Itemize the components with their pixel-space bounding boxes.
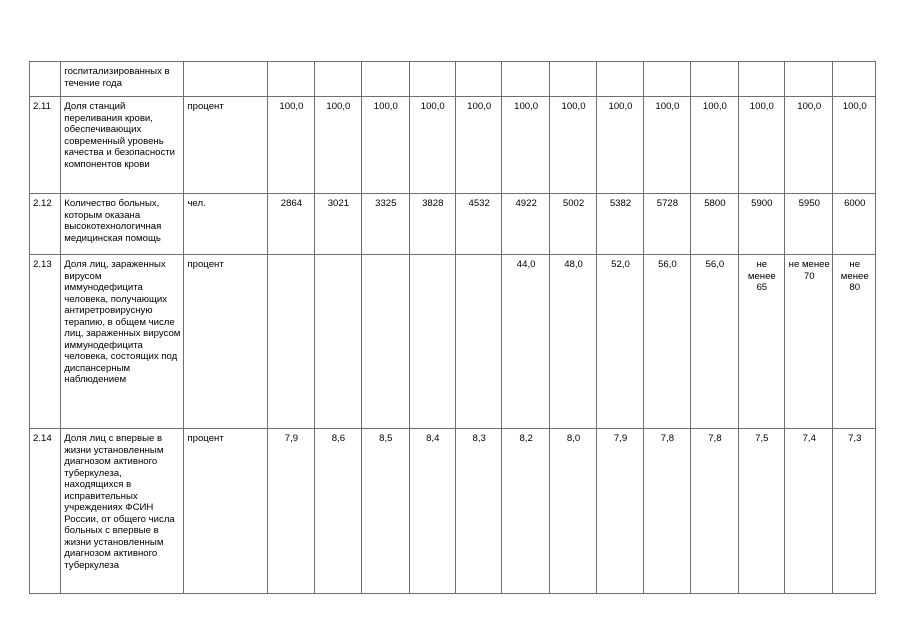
value-cell bbox=[409, 62, 455, 97]
value-cell bbox=[549, 62, 596, 97]
indicator-name: Доля станций переливания крови, обеспечивающих современный уровень качества и безопасности компонентов крови bbox=[61, 97, 184, 194]
value-cell: 8,2 bbox=[502, 429, 549, 594]
value-cell bbox=[268, 255, 314, 429]
value-cell: 3325 bbox=[362, 194, 409, 255]
value-cell: 100,0 bbox=[268, 97, 314, 194]
value-cell: 100,0 bbox=[409, 97, 455, 194]
table-row bbox=[30, 429, 876, 594]
value-cell bbox=[738, 62, 784, 97]
indicator-name: Доля лиц, зараженных вирусом иммунодефицита человека, получающих антиретровирусную терапию, в общем числе лиц, зараженных вирусом иммунодефицита человека, состоящих под диспансерным наблюдением bbox=[61, 255, 184, 429]
value-cell: 100,0 bbox=[549, 97, 596, 194]
value-cell: 7,4 bbox=[785, 429, 833, 594]
value-cell: 7,9 bbox=[597, 429, 643, 594]
value-cell: 4922 bbox=[502, 194, 549, 255]
value-cell: 7,5 bbox=[738, 429, 784, 594]
value-cell bbox=[691, 62, 738, 97]
value-cell bbox=[362, 255, 409, 429]
value-cell bbox=[362, 62, 409, 97]
unit-of-measure: процент bbox=[184, 255, 268, 429]
value-cell bbox=[268, 62, 314, 97]
value-cell: 100,0 bbox=[643, 97, 690, 194]
value-cell: 100,0 bbox=[785, 97, 833, 194]
value-cell: 4532 bbox=[455, 194, 501, 255]
value-cell: 5002 bbox=[549, 194, 596, 255]
value-cell: 5382 bbox=[597, 194, 643, 255]
value-cell: 7,8 bbox=[691, 429, 738, 594]
value-cell bbox=[502, 62, 549, 97]
table-row bbox=[30, 255, 876, 429]
value-cell: 8,4 bbox=[409, 429, 455, 594]
table-row bbox=[30, 194, 876, 255]
value-cell: 8,3 bbox=[455, 429, 501, 594]
unit-of-measure: чел. bbox=[184, 194, 268, 255]
value-cell: 7,3 bbox=[833, 429, 876, 594]
row-number bbox=[30, 62, 61, 97]
value-cell: 3828 bbox=[409, 194, 455, 255]
value-cell: 8,6 bbox=[314, 429, 361, 594]
value-cell: 5728 bbox=[643, 194, 690, 255]
value-cell: 100,0 bbox=[362, 97, 409, 194]
value-cell: 44,0 bbox=[502, 255, 549, 429]
value-cell: 56,0 bbox=[643, 255, 690, 429]
value-cell: 5900 bbox=[738, 194, 784, 255]
value-cell bbox=[785, 62, 833, 97]
table-body bbox=[30, 62, 876, 594]
value-cell: не менее 70 bbox=[785, 255, 833, 429]
value-cell: 56,0 bbox=[691, 255, 738, 429]
value-cell bbox=[597, 62, 643, 97]
indicator-name: госпитализированных в течение года bbox=[61, 62, 184, 97]
value-cell: 8,0 bbox=[549, 429, 596, 594]
value-cell bbox=[455, 255, 501, 429]
indicator-name: Доля лиц с впервые в жизни установленным диагнозом активного туберкулеза, находящихся в исправительных учреждениях ФСИН России, от общего числа больных с впервые в жизни установленным диагнозом активного туберкулеза bbox=[61, 429, 184, 594]
value-cell: 48,0 bbox=[549, 255, 596, 429]
value-cell bbox=[314, 62, 361, 97]
row-number: 2.12 bbox=[30, 194, 61, 255]
value-cell: 100,0 bbox=[833, 97, 876, 194]
unit-of-measure: процент bbox=[184, 429, 268, 594]
value-cell bbox=[643, 62, 690, 97]
indicator-table bbox=[29, 61, 876, 594]
value-cell: 7,8 bbox=[643, 429, 690, 594]
row-number: 2.13 bbox=[30, 255, 61, 429]
value-cell: 100,0 bbox=[502, 97, 549, 194]
value-cell: 7,9 bbox=[268, 429, 314, 594]
value-cell: 5800 bbox=[691, 194, 738, 255]
value-cell: 100,0 bbox=[314, 97, 361, 194]
value-cell: не менее 80 bbox=[833, 255, 876, 429]
value-cell: 100,0 bbox=[691, 97, 738, 194]
table-row bbox=[30, 62, 876, 97]
indicator-name: Количество больных, которым оказана высокотехнологичная медицинская помощь bbox=[61, 194, 184, 255]
value-cell: 100,0 bbox=[597, 97, 643, 194]
table-row bbox=[30, 97, 876, 194]
value-cell bbox=[314, 255, 361, 429]
value-cell: 100,0 bbox=[455, 97, 501, 194]
value-cell: 5950 bbox=[785, 194, 833, 255]
value-cell bbox=[455, 62, 501, 97]
value-cell: 2864 bbox=[268, 194, 314, 255]
value-cell: 100,0 bbox=[738, 97, 784, 194]
row-number: 2.11 bbox=[30, 97, 61, 194]
value-cell: 3021 bbox=[314, 194, 361, 255]
value-cell: 52,0 bbox=[597, 255, 643, 429]
value-cell bbox=[833, 62, 876, 97]
value-cell: 8,5 bbox=[362, 429, 409, 594]
value-cell bbox=[409, 255, 455, 429]
value-cell: не менее 65 bbox=[738, 255, 784, 429]
row-number: 2.14 bbox=[30, 429, 61, 594]
value-cell: 6000 bbox=[833, 194, 876, 255]
unit-of-measure: процент bbox=[184, 97, 268, 194]
unit-of-measure bbox=[184, 62, 268, 97]
